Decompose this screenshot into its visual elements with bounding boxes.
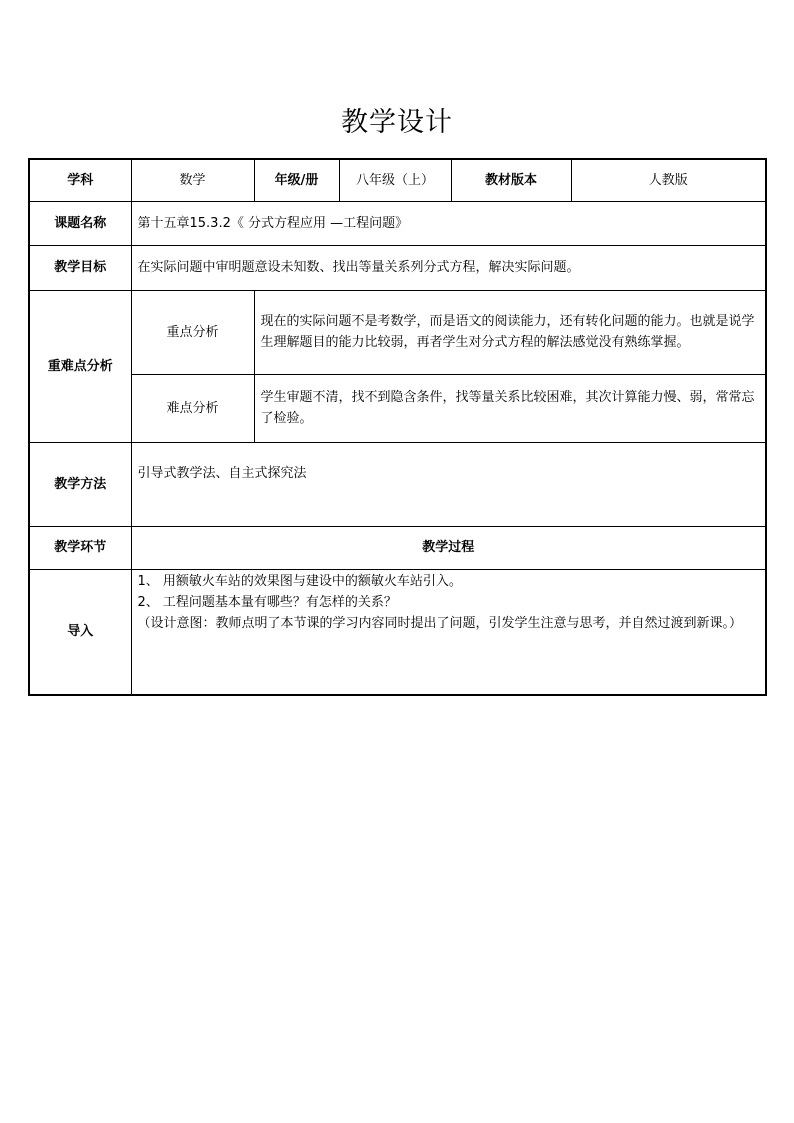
subject-value: 数学: [131, 159, 254, 201]
intro-line-2: 2、 工程问题基本量有哪些？有怎样的关系？: [137, 594, 397, 610]
key-analysis-label: 重点分析: [131, 290, 254, 374]
difficult-analysis-label: 难点分析: [131, 374, 254, 442]
grade-value: 八年级（上）: [339, 159, 451, 201]
stage-label: 教学环节: [29, 526, 131, 569]
process-label: 教学过程: [131, 526, 766, 569]
intro-line-3: （设计意图：教师点明了本节课的学习内容同时提出了问题，引发学生注意与思考，并自然过渡到新课。）: [137, 615, 743, 631]
analysis-label: 重难点分析: [29, 290, 131, 442]
subject-row: [29, 159, 766, 201]
goal-value: 在实际问题中审明题意设未知数、找出等量关系列分式方程，解决实际问题。: [131, 245, 766, 290]
method-label: 教学方法: [29, 442, 131, 526]
difficult-analysis-row: [29, 374, 766, 442]
goal-row: [29, 245, 766, 290]
method-row: [29, 442, 766, 526]
subject-label: 学科: [29, 159, 131, 201]
goal-label: 教学目标: [29, 245, 131, 290]
intro-label: 导入: [29, 569, 131, 695]
key-analysis-text: 现在的实际问题不是考数学，而是语文的阅读能力，还有转化问题的能力。也就是说学生理解题目的能力比较弱，再者学生对分式方程的解法感觉没有熟练掌握。: [254, 290, 766, 374]
process-header-row: [29, 526, 766, 569]
page-title: 教学设计: [341, 107, 453, 138]
intro-row: [29, 569, 766, 695]
edition-value: 人教版: [571, 159, 766, 201]
topic-value: 第十五章15.3.2《 分式方程应用 —工程问题》: [131, 201, 766, 245]
intro-content: [131, 569, 766, 695]
key-analysis-row: [29, 290, 766, 374]
topic-row: [29, 201, 766, 245]
grade-label: 年级/册: [254, 159, 339, 201]
method-value: 引导式教学法、自主式探究法: [131, 442, 766, 526]
intro-line-1: 1、 用额敏火车站的效果图与建设中的额敏火车站引入。: [137, 573, 462, 589]
edition-label: 教材版本: [451, 159, 571, 201]
difficult-analysis-text: 学生审题不清，找不到隐含条件，找等量关系比较困难，其次计算能力慢、弱，常常忘了检验。: [254, 374, 766, 442]
lesson-plan-table: [28, 158, 767, 696]
topic-label: 课题名称: [29, 201, 131, 245]
